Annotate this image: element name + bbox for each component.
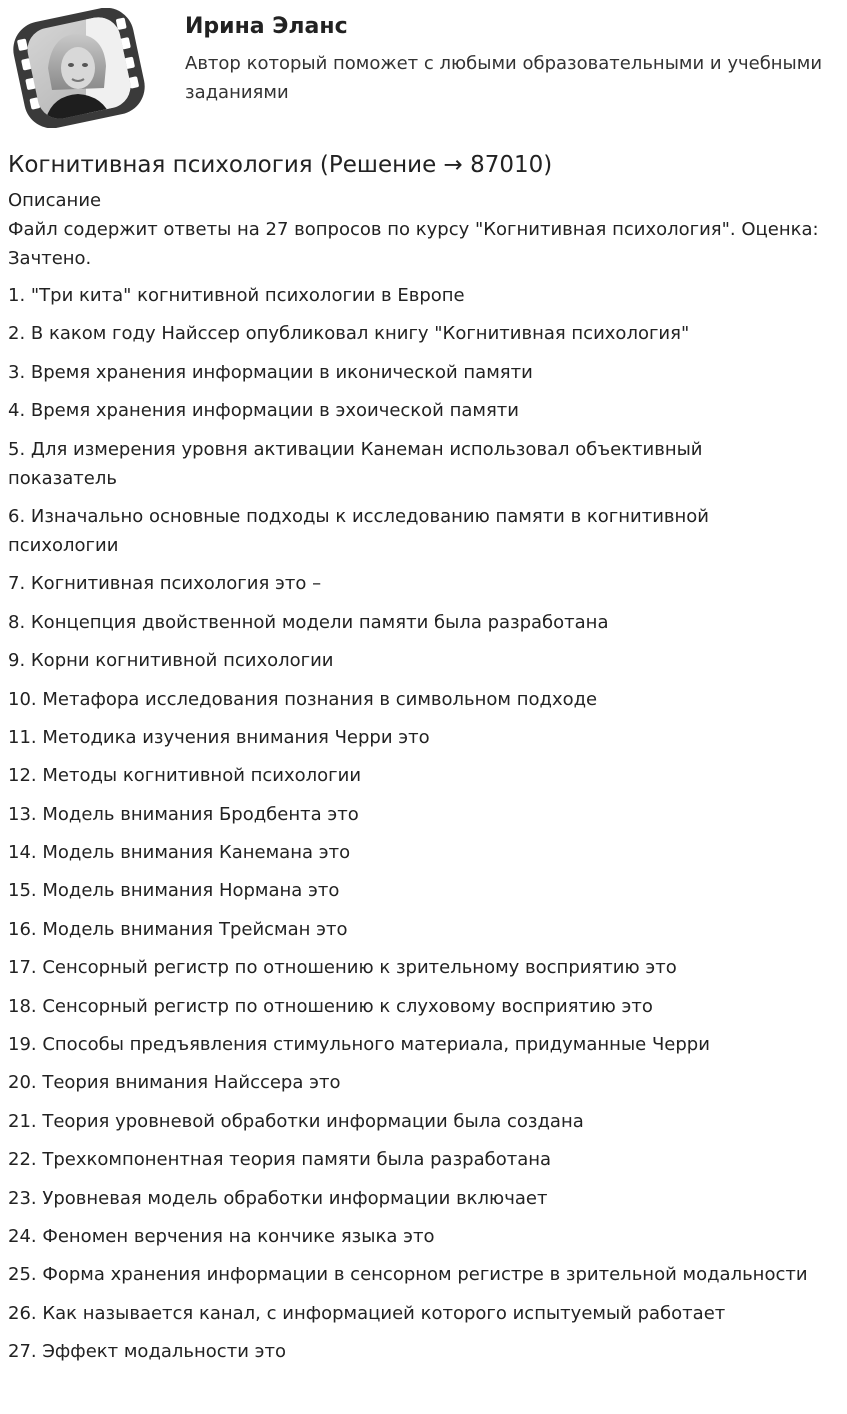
question-item: 14. Модель внимания Канемана это (8, 842, 351, 864)
author-card (0, 0, 847, 140)
question-item: 7. Когнитивная психология это – (8, 573, 322, 595)
question-item: 1. "Три кита" когнитивной психологии в Европе (8, 285, 465, 306)
question-item: 6. Изначально основные подходы к исследованию памяти в когнитивной психологии (8, 505, 709, 556)
question-item: 22. Трехкомпонентная теория памяти была разработана (8, 1149, 552, 1171)
question-item: 27. Эффект модальности это (8, 1341, 286, 1363)
question-item: 24. Феномен верчения на кончике языка это (8, 1225, 435, 1247)
question-item: 9. Корни когнитивной психологии (8, 650, 334, 672)
question-item: 23. Уровневая модель обработки информации включает (8, 1187, 548, 1209)
author-name[interactable]: Ирина Эланс (185, 14, 348, 39)
question-item: 18. Сенсорный регистр по отношению к слуховому восприятию это (8, 995, 653, 1017)
question-item: 16. Модель внимания Трейсман это (8, 918, 348, 940)
question-list (8, 281, 808, 1376)
question-item: 25. Форма хранения информации в сенсорном регистре в зрительной модальности (8, 1264, 808, 1286)
question-item: 20. Теория внимания Найссера это (8, 1072, 341, 1094)
page-title: Когнитивная психология (Решение → 87010) (8, 152, 553, 178)
description-text: Файл содержит ответы на 27 вопросов по курсу "Когнитивная психология". Оценка: Зачтено. (8, 219, 819, 269)
question-item: 17. Сенсорный регистр по отношению к зрительному восприятию это (8, 957, 677, 979)
question-item: 13. Модель внимания Бродбента это (8, 803, 359, 825)
author-avatar[interactable] (8, 8, 150, 128)
question-item: 26. Как называется канал, с информацией которого испытуемый работает (8, 1302, 726, 1324)
description-label: Описание (8, 190, 102, 211)
question-item: 10. Метафора исследования познания в символьном подходе (8, 688, 598, 710)
question-item: 8. Концепция двойственной модели памяти была разработана (8, 611, 609, 633)
question-item: 2. В каком году Найссер опубликовал книгу "Когнитивная психология" (8, 323, 690, 345)
question-item: 12. Методы когнитивной психологии (8, 765, 362, 787)
question-item: 11. Методика изучения внимания Черри это (8, 726, 430, 748)
author-description: Автор который поможет с любыми образовательными и учебными заданиями (185, 53, 823, 103)
question-item: 19. Способы предъявления стимульного материала, придуманные Черри (8, 1034, 710, 1056)
question-item: 3. Время хранения информации в иконической памяти (8, 361, 533, 383)
question-item: 15. Модель внимания Нормана это (8, 880, 340, 902)
question-item: 5. Для измерения уровня активации Канеман использовал объективный показатель (8, 438, 703, 489)
question-item: 21. Теория уровневой обработки информации была создана (8, 1110, 584, 1132)
question-item: 4. Время хранения информации в эхоической памяти (8, 400, 519, 422)
